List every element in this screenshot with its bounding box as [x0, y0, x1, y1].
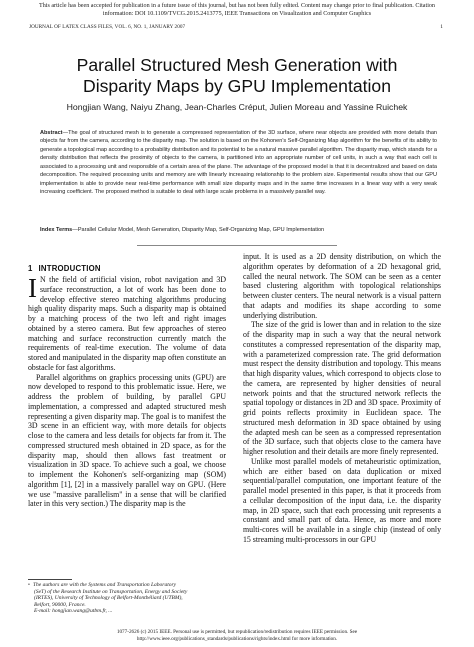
copyright-link[interactable]: http://www.ieee.org/publications_standards/publications/rights/index.html for more information.: [136, 635, 338, 642]
abstract-text: —The goal of structured mesh is to generate a compressed representation of the 3D surface, where near objects are provided with more details than objects far from the camera, according to the disparity map. The solution is based on the Kohonen's Self-Organizing Map algorithm for the benefits of its ability to generate a topological map according to a probability distribution and its potential to be a natural massive parallel algorithm. The disparity map, which stands for a density distribution that reflects the proximity of objects to the camera, is partitioned into an appropriate number of cell units, in such a way that each cell is associated to a processing unit and responsible of a certain area of the plane. The advantage of the proposed model is that it is decentralized and based on data decomposition. The required processing units and memory are with linearly increasing relationship to the problem size. Experimental results show that our GPU implementation is able to provide near real-time performance with small size disparity maps and in the same time increases in a linear way with a very weak increasing coefficient. The proposed method is suitable to deal with large scale problems in a massively parallel way.: [40, 130, 437, 196]
footnote-email: E-mail: hongjian.wang@utbm.fr, ...: [34, 608, 113, 614]
page-number: 1: [440, 24, 443, 30]
section-number: 1: [28, 264, 33, 273]
author-affiliation-footnote: [28, 582, 226, 615]
abstract-label: Abstract: [40, 130, 63, 136]
publication-notice-banner: [0, 3, 474, 18]
paragraph-text: N the field of artificial vision, robot navigation and 3D surface reconstruction, a lot of work has been done to develop effective stereo matching algorithms producing high quality disparity maps. Such a disparity map is obtained by a matching process of the two left and right images obtained by a stereo camera. But few approaches of stereo matching and surface reconstruction currently match the requirements of real-time execution. The volume of data stored and manipulated in the disparity map often constitute an obstacle for fast algorithms.: [28, 275, 226, 372]
footnote-line: Belfort, 90000, France.: [34, 601, 86, 608]
body-paragraph: Parallel algorithms on graphics processing units (GPU) are now developed to respond to this problematic issue. Here, we address the problem of building, by parallel GPU implementation, a compressed and adapted structured mesh representing a given disparity map. The goal is to manifest the 3D scene in an efficient way, with more details for objects close to the camera and less details for objects far from it. The compressed structured mesh obtained in 2D space, as for the disparity map, should then allows fast treatment or visualization in 3D space. To achieve such a goal, we choose to implement the Kohonen's self-organizing map (SOM) algorithm [1], [2] in a massively parallel way on GPU. (Here we use "massive parallelism" in a sense that will be clarified later in this very section.) The disparity map is the: [28, 372, 226, 509]
section-title: INTRODUCTION: [38, 264, 101, 273]
body-paragraph: The size of the grid is lower than and in relation to the size of the disparity map in such a way that the neural network constitutes a compressed representation of the disparity map, with a parameterized compression rate. The grid deformation must respect the density distribution and topology. This means that high disparity values, which correspond to objects close to the camera, are represented by higher densities of neural network points and that the structured network reflects the spatial topology or distances in 2D and 3D space. Proximity of grid points reflects proximity in Euclidean space. The structured mesh deformation in 3D space obtained by using the adapted mesh can be seen as a compressed representation of the 3D surface, such that objects close to the camera have higher resolution and their details are more finely represented.: [243, 320, 441, 456]
footnote-line: (IRTES), University of Technology of Belfort-Montbéliard (UTBM),: [34, 595, 183, 601]
copyright-line: 1077-2626 (c) 2015 IEEE. Personal use is permitted, but republication/redistribution requires IEEE permission. See: [116, 629, 358, 635]
index-terms-label: Index Terms: [40, 227, 73, 233]
section-heading: [28, 262, 226, 275]
paper-title: [0, 55, 474, 97]
banner-line: This article has been accepted for publication in a future issue of this journal, but has not been fully edited. Content may change prior to final publication. Citation: [39, 3, 435, 9]
body-paragraph: input. It is used as a 2D density distribution, on which the algorithm operates by deformation of a 2D hexagonal grid, called the neural network. The SOM can be seen as a center based clustering algorithm with topological relationships between cluster centers. The neural network is a visual pattern that adapts and modifies its shape according to some underlying distribution.: [243, 252, 441, 320]
footnote-line: (SeT) of the Research Institute on Transportation, Energy and Society: [34, 588, 188, 595]
copyright-notice: [0, 629, 474, 642]
section-divider: [137, 245, 337, 246]
author-list: Hongjian Wang, Naiyu Zhang, Jean-Charles Créput, Julien Moreau and Yassine Ruichek: [66, 102, 408, 112]
drop-cap: I: [28, 273, 37, 303]
title-line: Parallel Structured Mesh Generation with: [76, 55, 398, 75]
abstract: [40, 129, 437, 197]
body-paragraph: Unlike most parallel models of metaheuristic optimization, which are either based on data duplication or mixed sequential/parallel computation, one important feature of the parallel model presented in this paper, is that it proceeds from a cellular decomposition of the input data, i.e. the disparity map, in 2D space, such that each processing unit represents a constant and small part of data. Hence, as more and more multi-cores will be available in a single chip (instead of only 15 streaming multi-processors in our GPU: [243, 456, 441, 544]
body-paragraph: [28, 275, 226, 373]
index-terms: [40, 227, 437, 234]
banner-line: information: DOI 10.1109/TVCG.2015.2413775, IEEE Transactions on Visualization and Computer Graphics: [102, 10, 372, 17]
right-column: [243, 252, 441, 545]
footnote-divider: [28, 579, 72, 580]
running-header-journal: JOURNAL OF LATEX CLASS FILES, VOL. 6, NO. 1, JANUARY 2007: [29, 24, 186, 30]
index-terms-text: —Parallel Cellular Model, Mesh Generation, Disparity Map, Self-Organizing Map, GPU Implementation: [72, 227, 325, 233]
footnote-line: • The authors are with the Systems and Transportation Laboratory: [28, 582, 177, 588]
title-line: Disparity Maps by GPU Implementation: [82, 76, 391, 96]
left-column: [28, 262, 226, 509]
footnote-bullet: •: [28, 582, 30, 588]
